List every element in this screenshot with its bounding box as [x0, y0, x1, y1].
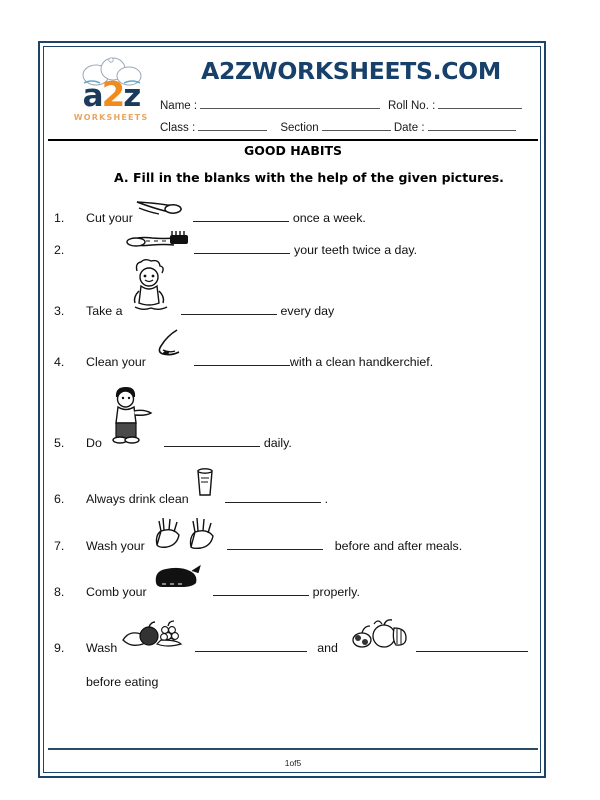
question-number: 1. [54, 211, 65, 225]
fingernail-icon [135, 208, 187, 222]
name-input[interactable] [200, 98, 380, 109]
question-item-1 [48, 208, 366, 225]
answer-blank[interactable] [181, 303, 277, 315]
question-number: 6. [54, 492, 65, 506]
footer-divider [48, 748, 538, 750]
logo-letter-z: z [123, 78, 140, 114]
question-number: 4. [54, 355, 65, 369]
page-number: 1of5 [284, 758, 302, 768]
question-text-before: Wash your [86, 539, 145, 553]
roll-input[interactable] [438, 98, 522, 109]
answer-blank[interactable] [194, 354, 290, 366]
question-text-after: . [324, 492, 329, 506]
question-body [86, 240, 417, 257]
question-item-5 [48, 433, 292, 450]
question-text-after: properly. [312, 585, 360, 599]
section-label: Section [280, 122, 319, 134]
question-text-after: every day [280, 304, 335, 318]
vegetables-icon [348, 638, 412, 652]
class-input[interactable] [198, 120, 267, 131]
worksheet-title: GOOD HABITS [243, 143, 343, 158]
question-text-after: once a week. [292, 211, 366, 225]
question-number: 3. [54, 304, 65, 318]
question-text-before: Cut your [86, 211, 133, 225]
question-item-3 [48, 301, 334, 318]
question-number: 5. [54, 436, 65, 450]
question-text-before: Clean your [86, 355, 146, 369]
answer-blank[interactable] [193, 210, 289, 222]
toothbrush-icon [124, 240, 194, 254]
student-info-form [160, 98, 536, 142]
logo-wordmark [68, 76, 154, 114]
worksheet-header [48, 51, 538, 141]
roll-label: Roll No. : [388, 100, 436, 112]
question-text-after: with a clean handkerchief. [289, 355, 434, 369]
fruits-icon [121, 638, 191, 652]
question-text-before: Wash [86, 641, 118, 655]
name-label: Name : [160, 100, 198, 112]
logo-letter-2: 2 [101, 75, 124, 115]
question-body [86, 638, 532, 655]
question-text-before: Do [86, 436, 102, 450]
hair-comb-icon [152, 582, 204, 596]
question-item-7 [48, 536, 462, 553]
question-body [86, 489, 328, 506]
answer-blank[interactable] [225, 491, 321, 503]
answer-blank[interactable] [416, 640, 528, 652]
form-row-name [160, 98, 536, 112]
answer-blank[interactable] [227, 538, 323, 550]
question-item-8 [48, 582, 360, 599]
answer-blank[interactable] [194, 242, 290, 254]
answer-blank[interactable] [195, 640, 307, 652]
logo-letter-a: a [82, 78, 102, 114]
question-body [86, 536, 462, 553]
answer-blank[interactable] [164, 435, 260, 447]
question-body [86, 352, 433, 369]
question-item-4 [48, 352, 433, 369]
question-number: 8. [54, 585, 65, 599]
question-number: 7. [54, 539, 65, 553]
question-text-after: before and after meals. [334, 539, 463, 553]
question-body [86, 433, 292, 450]
question-item-2 [48, 240, 417, 257]
question-text-after: your teeth twice a day. [294, 243, 418, 257]
question-number: 9. [54, 641, 65, 655]
question-body [86, 301, 334, 318]
question-text-middle: and [317, 641, 338, 655]
question-number: 2. [54, 243, 65, 257]
question-body [86, 582, 360, 599]
water-glass-icon [194, 489, 216, 503]
class-label: Class : [160, 122, 196, 134]
date-input[interactable] [428, 120, 516, 131]
question-item-6 [48, 489, 328, 506]
section-input[interactable] [322, 120, 391, 131]
logo-subtitle: WORKSHEETS [73, 113, 149, 122]
hands-icon [151, 536, 221, 550]
child-exercising-icon [106, 433, 156, 447]
nose-icon [149, 352, 191, 366]
child-bathing-icon [127, 301, 173, 315]
roll-group [388, 98, 536, 112]
worksheet-instruction: A. Fill in the blanks with the help of the given pictures. [114, 170, 504, 185]
question-item-9 [48, 638, 532, 655]
answer-blank[interactable] [213, 584, 309, 596]
page-border-frame [38, 41, 546, 778]
question-body [86, 208, 366, 225]
date-group [394, 120, 536, 134]
question-text-continuation: before eating [86, 675, 159, 689]
question-item-9-continuation [48, 675, 158, 689]
a2z-logo [62, 57, 158, 131]
question-text-before: Comb your [86, 585, 147, 599]
question-text-before: Take a [86, 304, 123, 318]
question-text-after: daily. [263, 436, 292, 450]
question-text-before: Always drink clean [86, 492, 189, 506]
form-row-class [160, 120, 536, 134]
site-title: A2ZWORKSHEETS.COM [201, 57, 501, 85]
date-label: Date : [393, 122, 425, 134]
